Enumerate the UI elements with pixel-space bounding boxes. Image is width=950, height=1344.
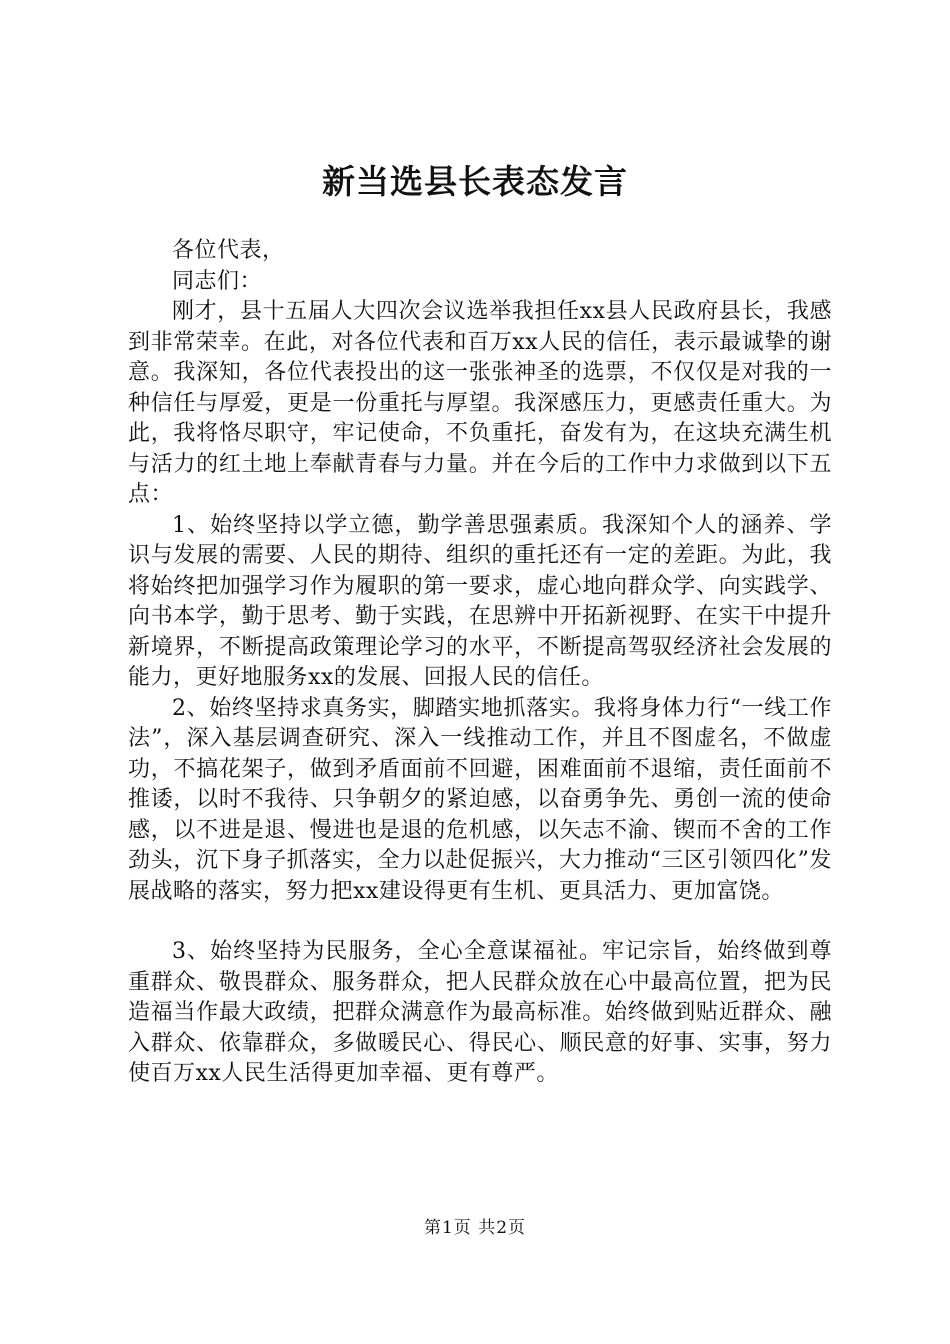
document-body: [128, 236, 832, 1090]
body-paragraph: 2、始终坚持求真务实，脚踏实地抓落实。我将身体力行“一线工作法”，深入基层调查研究、深入一线推动工作，并且不图虚名，不做虚功，不搞花架子，做到矛盾面前不回避，困难面前不退缩，责任面前不推诿，以时不我待、只争朝夕的紧迫感，以奋勇争先、勇创一流的使命感，以不进是退、慢进也是退的危机感，以矢志不渝、锲而不舍的工作劲头，沉下身子抓落实，全力以赴促振兴，大力推动“三区引领四化”发展战略的落实，努力把xx建设得更有生机、更具活力、更加富饶。: [128, 695, 832, 904]
body-paragraph: 刚才，县十五届人大四次会议选举我担任xx县人民政府县长，我感到非常荣幸。在此，对各位代表和百万xx人民的信任，表示最诚挚的谢意。我深知，各位代表投出的这一张张神圣的选票，不仅仅是对我的一种信任与厚爱，更是一份重托与厚望。我深感压力，更感责任重大。为此，我将恪尽职守，牢记使命，不负重托，奋发有为，在这块充满生机与活力的红土地上奉献青春与力量。并在今后的工作中力求做到以下五点：: [128, 299, 832, 507]
salutation-line: 同志们：: [172, 268, 263, 294]
body-paragraph: 1、始终坚持以学立德，勤学善思强素质。我深知个人的涵养、学识与发展的需要、人民的期待、组织的重托还有一定的差距。为此，我将始终把加强学习作为履职的第一要求，虚心地向群众学、向实践学、向书本学，勤于思考、勤于实践，在思辨中开拓新视野、在实干中提升新境界，不断提高政策理论学习的水平，不断提高驾驭经济社会发展的能力，更好地服务xx的发展、回报人民的信任。: [128, 512, 832, 690]
page-footer: 第1页 共2页: [423, 1218, 527, 1238]
body-paragraph: 3、始终坚持为民服务，全心全意谋福祉。牢记宗旨，始终做到尊重群众、敬畏群众、服务群众，把人民群众放在心中最高位置，把为民造福当作最大政绩，把群众满意作为最高标准。始终做到贴近群众、融入群众、依靠群众，多做暖民心、得民心、顺民意的好事、实事，努力使百万xx人民生活得更加幸福、更有尊严。: [128, 939, 832, 1086]
salutation-line: 各位代表，: [172, 238, 285, 263]
document-title: 新当选县长表态发言: [322, 162, 628, 201]
